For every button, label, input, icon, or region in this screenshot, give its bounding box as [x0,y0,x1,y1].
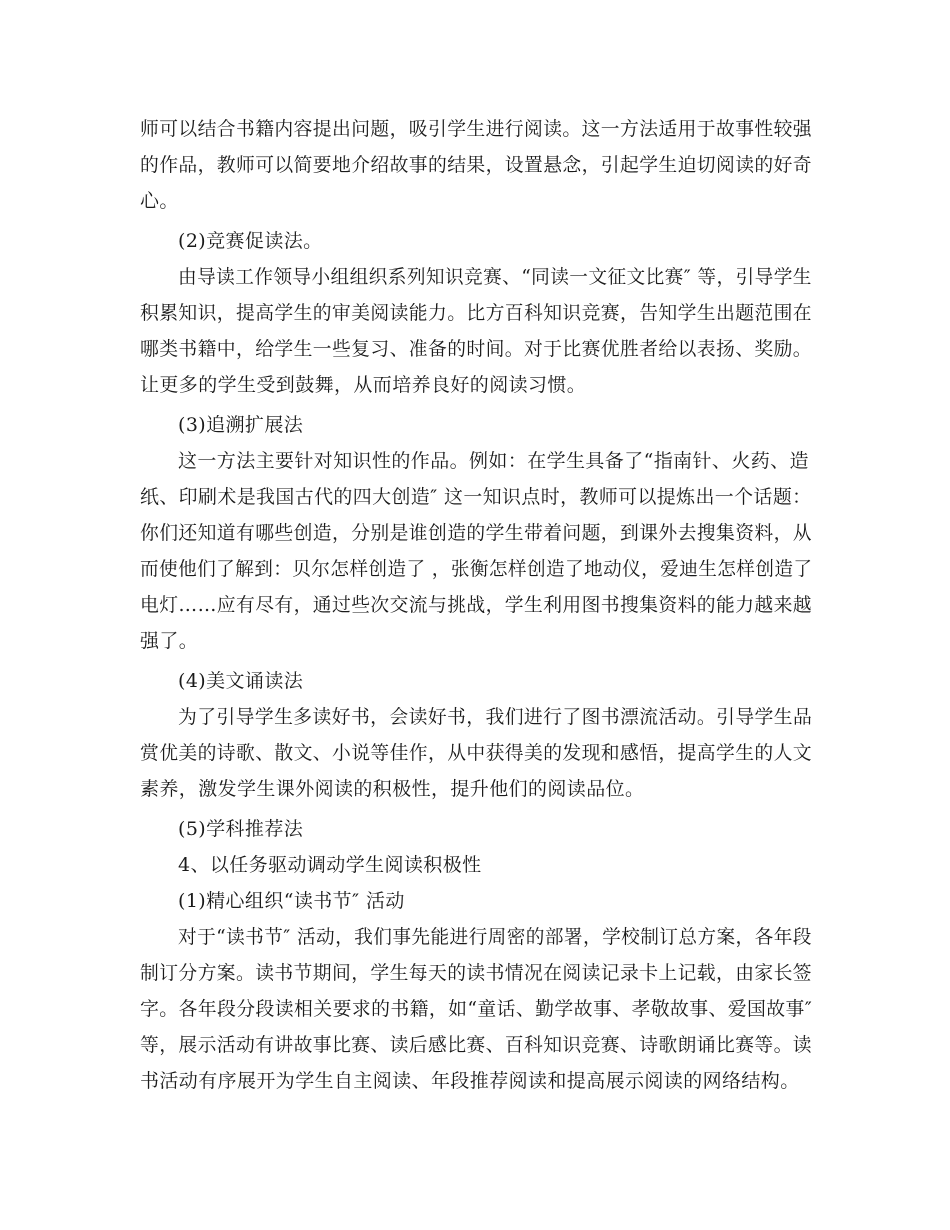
text-line: 哪类书籍中，给学生一些复习、准备的时间。对于比赛优胜者给以表扬、奖励。 [140,338,813,360]
section-heading: (5)学科推荐法 [178,818,304,840]
text-line: 为了引导学生多读好书，会读好书，我们进行了图书漂流活动。引导学生品 [178,706,813,728]
text-line: 你们还知道有哪些创造，分别是谁创造的学生带着问题，到课外去搜集资料，从 [140,522,813,544]
text-line: 书活动有序展开为学生自主阅读、年段推荐阅读和提高展示阅读的网络结构。 [140,1070,800,1092]
section-heading: (4)美文诵读法 [178,670,304,692]
text-line: 制订分方案。读书节期间，学生每天的读书情况在阅读记录卡上记载，由家长签 [140,962,813,984]
text-line: 对于“读书节″ 活动，我们事先能进行周密的部署，学校制订总方案，各年段 [178,926,812,948]
section-heading: (2)竞赛促读法。 [178,230,323,252]
text-line: 积累知识，提高学生的审美阅读能力。比方百科知识竞赛，告知学生出题范围在 [140,302,813,324]
section-heading: 4、以任务驱动调动学生阅读积极性 [178,854,482,876]
section-heading: (3)追溯扩展法 [178,414,304,436]
text-line: 素养，激发学生课外阅读的积极性，提升他们的阅读品位。 [140,778,645,800]
text-line: 纸、印刷术是我国古代的四大创造″ 这一知识点时，教师可以提炼出一个话题： [140,486,812,508]
text-line: 赏优美的诗歌、散文、小说等佳作，从中获得美的发现和感悟，提高学生的人文 [140,742,813,764]
text-line: 师可以结合书籍内容提出问题，吸引学生进行阅读。这一方法适用于故事性较强 [140,118,813,140]
text-line: 而使他们了解到：贝尔怎样创造了 ，张衡怎样创造了地动仪，爱迪生怎样创造了 [140,558,813,580]
text-line: 强了。 [140,630,199,652]
text-line: 等，展示活动有讲故事比赛、读后感比赛、百科知识竞赛、诗歌朗诵比赛等。读 [140,1034,813,1056]
text-line: 的作品，教师可以简要地介绍故事的结果，设置悬念，引起学生迫切阅读的好奇 [140,154,813,176]
text-line: 心。 [140,190,179,212]
text-line: 让更多的学生受到鼓舞，从而培养良好的阅读习惯。 [140,374,587,396]
text-line: 这一方法主要针对知识性的作品。例如：在学生具备了“指南针、火药、造 [178,450,809,472]
text-line: 由导读工作领导小组组织系列知识竞赛、“同读一文征文比赛″ 等，引导学生 [178,266,812,288]
text-line: 字。各年段分段读相关要求的书籍，如“童话、勤学故事、孝敬故事、爱国故事″ [140,998,813,1020]
section-heading: (1)精心组织“读书节″ 活动 [178,890,405,912]
text-line: 电灯……应有尽有，通过些次交流与挑战，学生利用图书搜集资料的能力越来越 [140,594,813,616]
